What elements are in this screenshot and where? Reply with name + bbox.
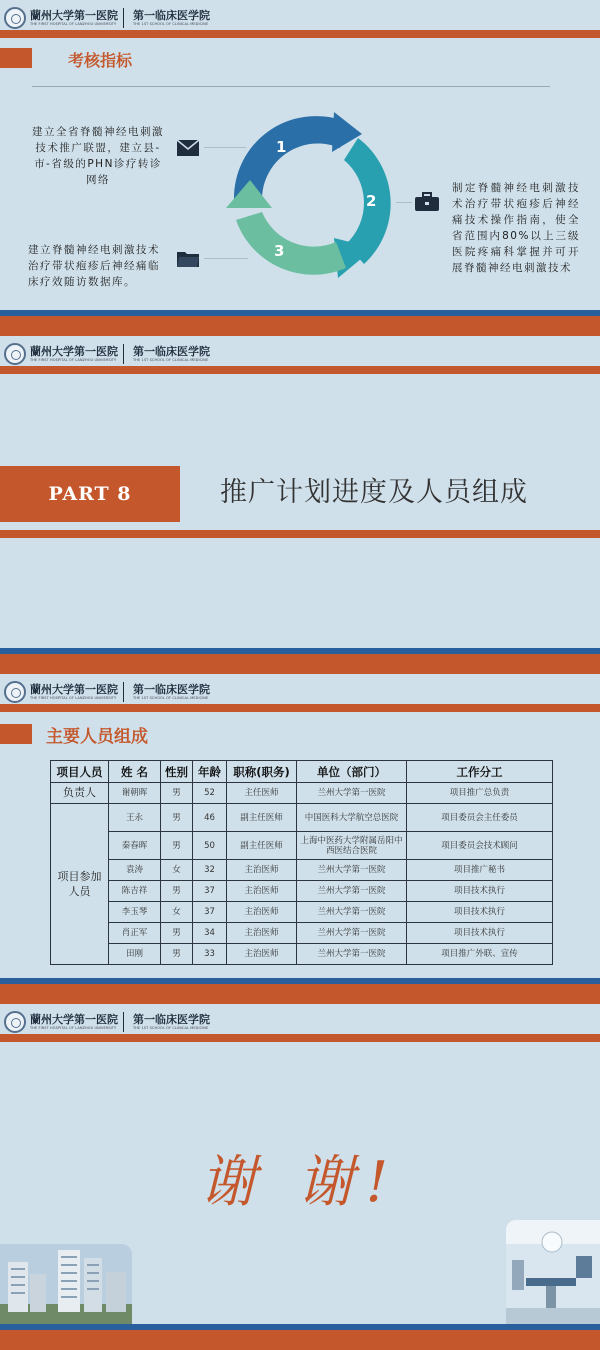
hospital-logo — [4, 342, 210, 366]
university-seal-icon — [4, 343, 26, 365]
header-band — [0, 704, 600, 712]
age-cell: 52 — [193, 783, 227, 804]
table-row — [51, 783, 553, 804]
footer-band-1 — [0, 316, 600, 336]
header-cell: 工作分工 — [407, 761, 553, 783]
hospital-logo — [4, 1010, 210, 1034]
gender-cell: 女 — [161, 902, 193, 923]
header-band — [0, 1034, 600, 1042]
gender-cell: 男 — [161, 944, 193, 965]
title-cell: 主治医师 — [227, 923, 297, 944]
operating-room-photo — [506, 1220, 600, 1324]
unit-cell: 兰州大学第一医院 — [297, 944, 407, 965]
logo-school-name: 第一临床医学院 — [133, 344, 210, 358]
logo-hospital-name: 蘭州大学第一医院 — [30, 344, 118, 358]
name-cell: 袁涛 — [109, 860, 161, 881]
header-cell: 姓 名 — [109, 761, 161, 783]
table-row — [51, 881, 553, 902]
logo-hospital-english: THE FIRST HOSPITAL OF LANZHOU UNIVERSITY — [30, 695, 117, 700]
slide-thanks — [0, 1004, 600, 1350]
table-row — [51, 804, 553, 832]
header-cell: 性别 — [161, 761, 193, 783]
logo-school-name: 第一临床医学院 — [133, 682, 210, 696]
unit-cell: 兰州大学第一医院 — [297, 902, 407, 923]
logo-hospital-name: 蘭州大学第一医院 — [30, 1012, 118, 1026]
duty-cell: 项目推广总负责 — [407, 783, 553, 804]
slide-title: 考核指标 — [68, 51, 133, 70]
duty-cell: 项目技术执行 — [407, 923, 553, 944]
title-cell: 主任医师 — [227, 783, 297, 804]
briefcase-icon — [414, 192, 440, 212]
age-cell: 37 — [193, 881, 227, 902]
hospital-logo — [4, 680, 210, 704]
cycle-number-2: 2 — [366, 192, 377, 210]
header-cell: 年龄 — [193, 761, 227, 783]
title-cell: 副主任医师 — [227, 832, 297, 860]
table-row — [51, 944, 553, 965]
logo-hospital-name: 蘭州大学第一医院 — [30, 682, 118, 696]
indicator-text-3: 建立脊髓神经电刺激技术治疗带状疱疹后神经痛临床疗效随访数据库。 — [28, 244, 160, 288]
unit-cell: 兰州大学第一医院 — [297, 783, 407, 804]
cycle-number-1: 1 — [276, 138, 287, 156]
gender-cell: 男 — [161, 832, 193, 860]
folder-icon — [176, 250, 200, 268]
footer-band-3 — [0, 984, 600, 1004]
age-cell: 33 — [193, 944, 227, 965]
part-label: PART 8 — [48, 483, 132, 505]
duty-cell: 项目推广秘书 — [407, 860, 553, 881]
logo-hospital-english: THE FIRST HOSPITAL OF LANZHOU UNIVERSITY — [30, 357, 117, 362]
gender-cell: 男 — [161, 923, 193, 944]
name-cell: 王永 — [109, 804, 161, 832]
logo-hospital-name: 蘭州大学第一医院 — [30, 8, 118, 22]
logo-hospital-english: THE FIRST HOSPITAL OF LANZHOU UNIVERSITY — [30, 21, 117, 26]
title-cell: 主治医师 — [227, 944, 297, 965]
age-cell: 46 — [193, 804, 227, 832]
table-row — [51, 902, 553, 923]
duty-cell: 项目技术执行 — [407, 902, 553, 923]
staff-table — [50, 760, 553, 965]
header-cell: 单位（部门） — [297, 761, 407, 783]
footer-band-2 — [0, 654, 600, 674]
name-cell: 秦春晖 — [109, 832, 161, 860]
name-cell: 李玉琴 — [109, 902, 161, 923]
name-cell: 陈吉祥 — [109, 881, 161, 902]
age-cell: 32 — [193, 860, 227, 881]
envelope-icon — [176, 139, 200, 157]
duty-cell: 项目技术执行 — [407, 881, 553, 902]
logo-divider — [123, 8, 124, 28]
footer-band-4 — [0, 1330, 600, 1350]
university-seal-icon — [4, 1011, 26, 1033]
logo-school-english: THE 1ST SCHOOL OF CLINICAL MEDICINE — [133, 357, 209, 362]
table-row — [51, 923, 553, 944]
logo-school-name: 第一临床医学院 — [133, 8, 210, 22]
indicator-text-2: 制定脊髓神经电刺激技术治疗带状疱疹后神经痛技术操作指南，使全省范围内80%以上三级医院疼痛科掌握并可开展脊髓神经电刺激技术 — [452, 182, 580, 274]
cycle-segment-3 — [236, 212, 346, 275]
unit-cell: 兰州大学第一医院 — [297, 860, 407, 881]
cycle-arrow-3 — [226, 180, 272, 208]
slide-assessment-indicators — [0, 0, 600, 316]
unit-cell: 兰州大学第一医院 — [297, 923, 407, 944]
gender-cell: 男 — [161, 804, 193, 832]
logo-hospital-english: THE FIRST HOSPITAL OF LANZHOU UNIVERSITY — [30, 1025, 117, 1030]
header-cell: 项目人员 — [51, 761, 109, 783]
part-label-box — [0, 466, 180, 522]
logo-school-english: THE 1ST SCHOOL OF CLINICAL MEDICINE — [133, 21, 209, 26]
age-cell: 50 — [193, 832, 227, 860]
unit-cell: 中国医科大学航空总医院 — [297, 804, 407, 832]
logo-school-name: 第一临床医学院 — [133, 1012, 210, 1026]
table-row — [51, 860, 553, 881]
part-divider-band — [0, 530, 600, 538]
title-cell: 主治医师 — [227, 902, 297, 923]
unit-cell: 上海中医药大学附属岳阳中西医结合医院 — [297, 832, 407, 860]
header-cell: 职称(职务) — [227, 761, 297, 783]
title-cell: 副主任医师 — [227, 804, 297, 832]
header-band — [0, 30, 600, 38]
name-cell: 肖正军 — [109, 923, 161, 944]
title-cell: 主治医师 — [227, 881, 297, 902]
table-row — [51, 832, 553, 860]
name-cell: 谢朝晖 — [109, 783, 161, 804]
gender-cell: 男 — [161, 881, 193, 902]
gender-cell: 男 — [161, 783, 193, 804]
title-accent-bar — [0, 48, 32, 68]
name-cell: 田刚 — [109, 944, 161, 965]
thanks-text: 谢 谢! — [199, 1150, 401, 1215]
logo-divider — [123, 1012, 124, 1032]
indicator-text-1: 建立全省脊髓神经电刺激技术推广联盟，建立县-市-省级的PHN诊疗转诊网络 — [32, 126, 164, 186]
slide-staff-composition — [0, 674, 600, 984]
logo-school-english: THE 1ST SCHOOL OF CLINICAL MEDICINE — [133, 695, 209, 700]
duty-cell: 项目委员会主任委员 — [407, 804, 553, 832]
duty-cell: 项目委员会技术顾问 — [407, 832, 553, 860]
duty-cell: 项目推广外联、宣传 — [407, 944, 553, 965]
part-title: 推广计划进度及人员组成 — [220, 477, 528, 508]
logo-school-english: THE 1ST SCHOOL OF CLINICAL MEDICINE — [133, 1025, 209, 1030]
unit-cell: 兰州大学第一医院 — [297, 881, 407, 902]
role-cell-leader: 负责人 — [51, 783, 109, 804]
cycle-number-3: 3 — [274, 242, 285, 260]
hospital-building-photo — [0, 1244, 132, 1326]
logo-divider — [123, 344, 124, 364]
slide-title: 主要人员组成 — [46, 727, 148, 747]
role-cell-members: 项目参加人员 — [51, 804, 109, 965]
age-cell: 37 — [193, 902, 227, 923]
table-header-row — [51, 761, 553, 783]
title-underline — [32, 86, 550, 87]
age-cell: 34 — [193, 923, 227, 944]
logo-divider — [123, 682, 124, 702]
hospital-logo — [4, 6, 210, 30]
university-seal-icon — [4, 7, 26, 29]
slide-part-8 — [0, 336, 600, 654]
title-cell: 主治医师 — [227, 860, 297, 881]
university-seal-icon — [4, 681, 26, 703]
title-accent-bar — [0, 724, 32, 744]
gender-cell: 女 — [161, 860, 193, 881]
header-band — [0, 366, 600, 374]
cycle-diagram — [226, 108, 406, 288]
